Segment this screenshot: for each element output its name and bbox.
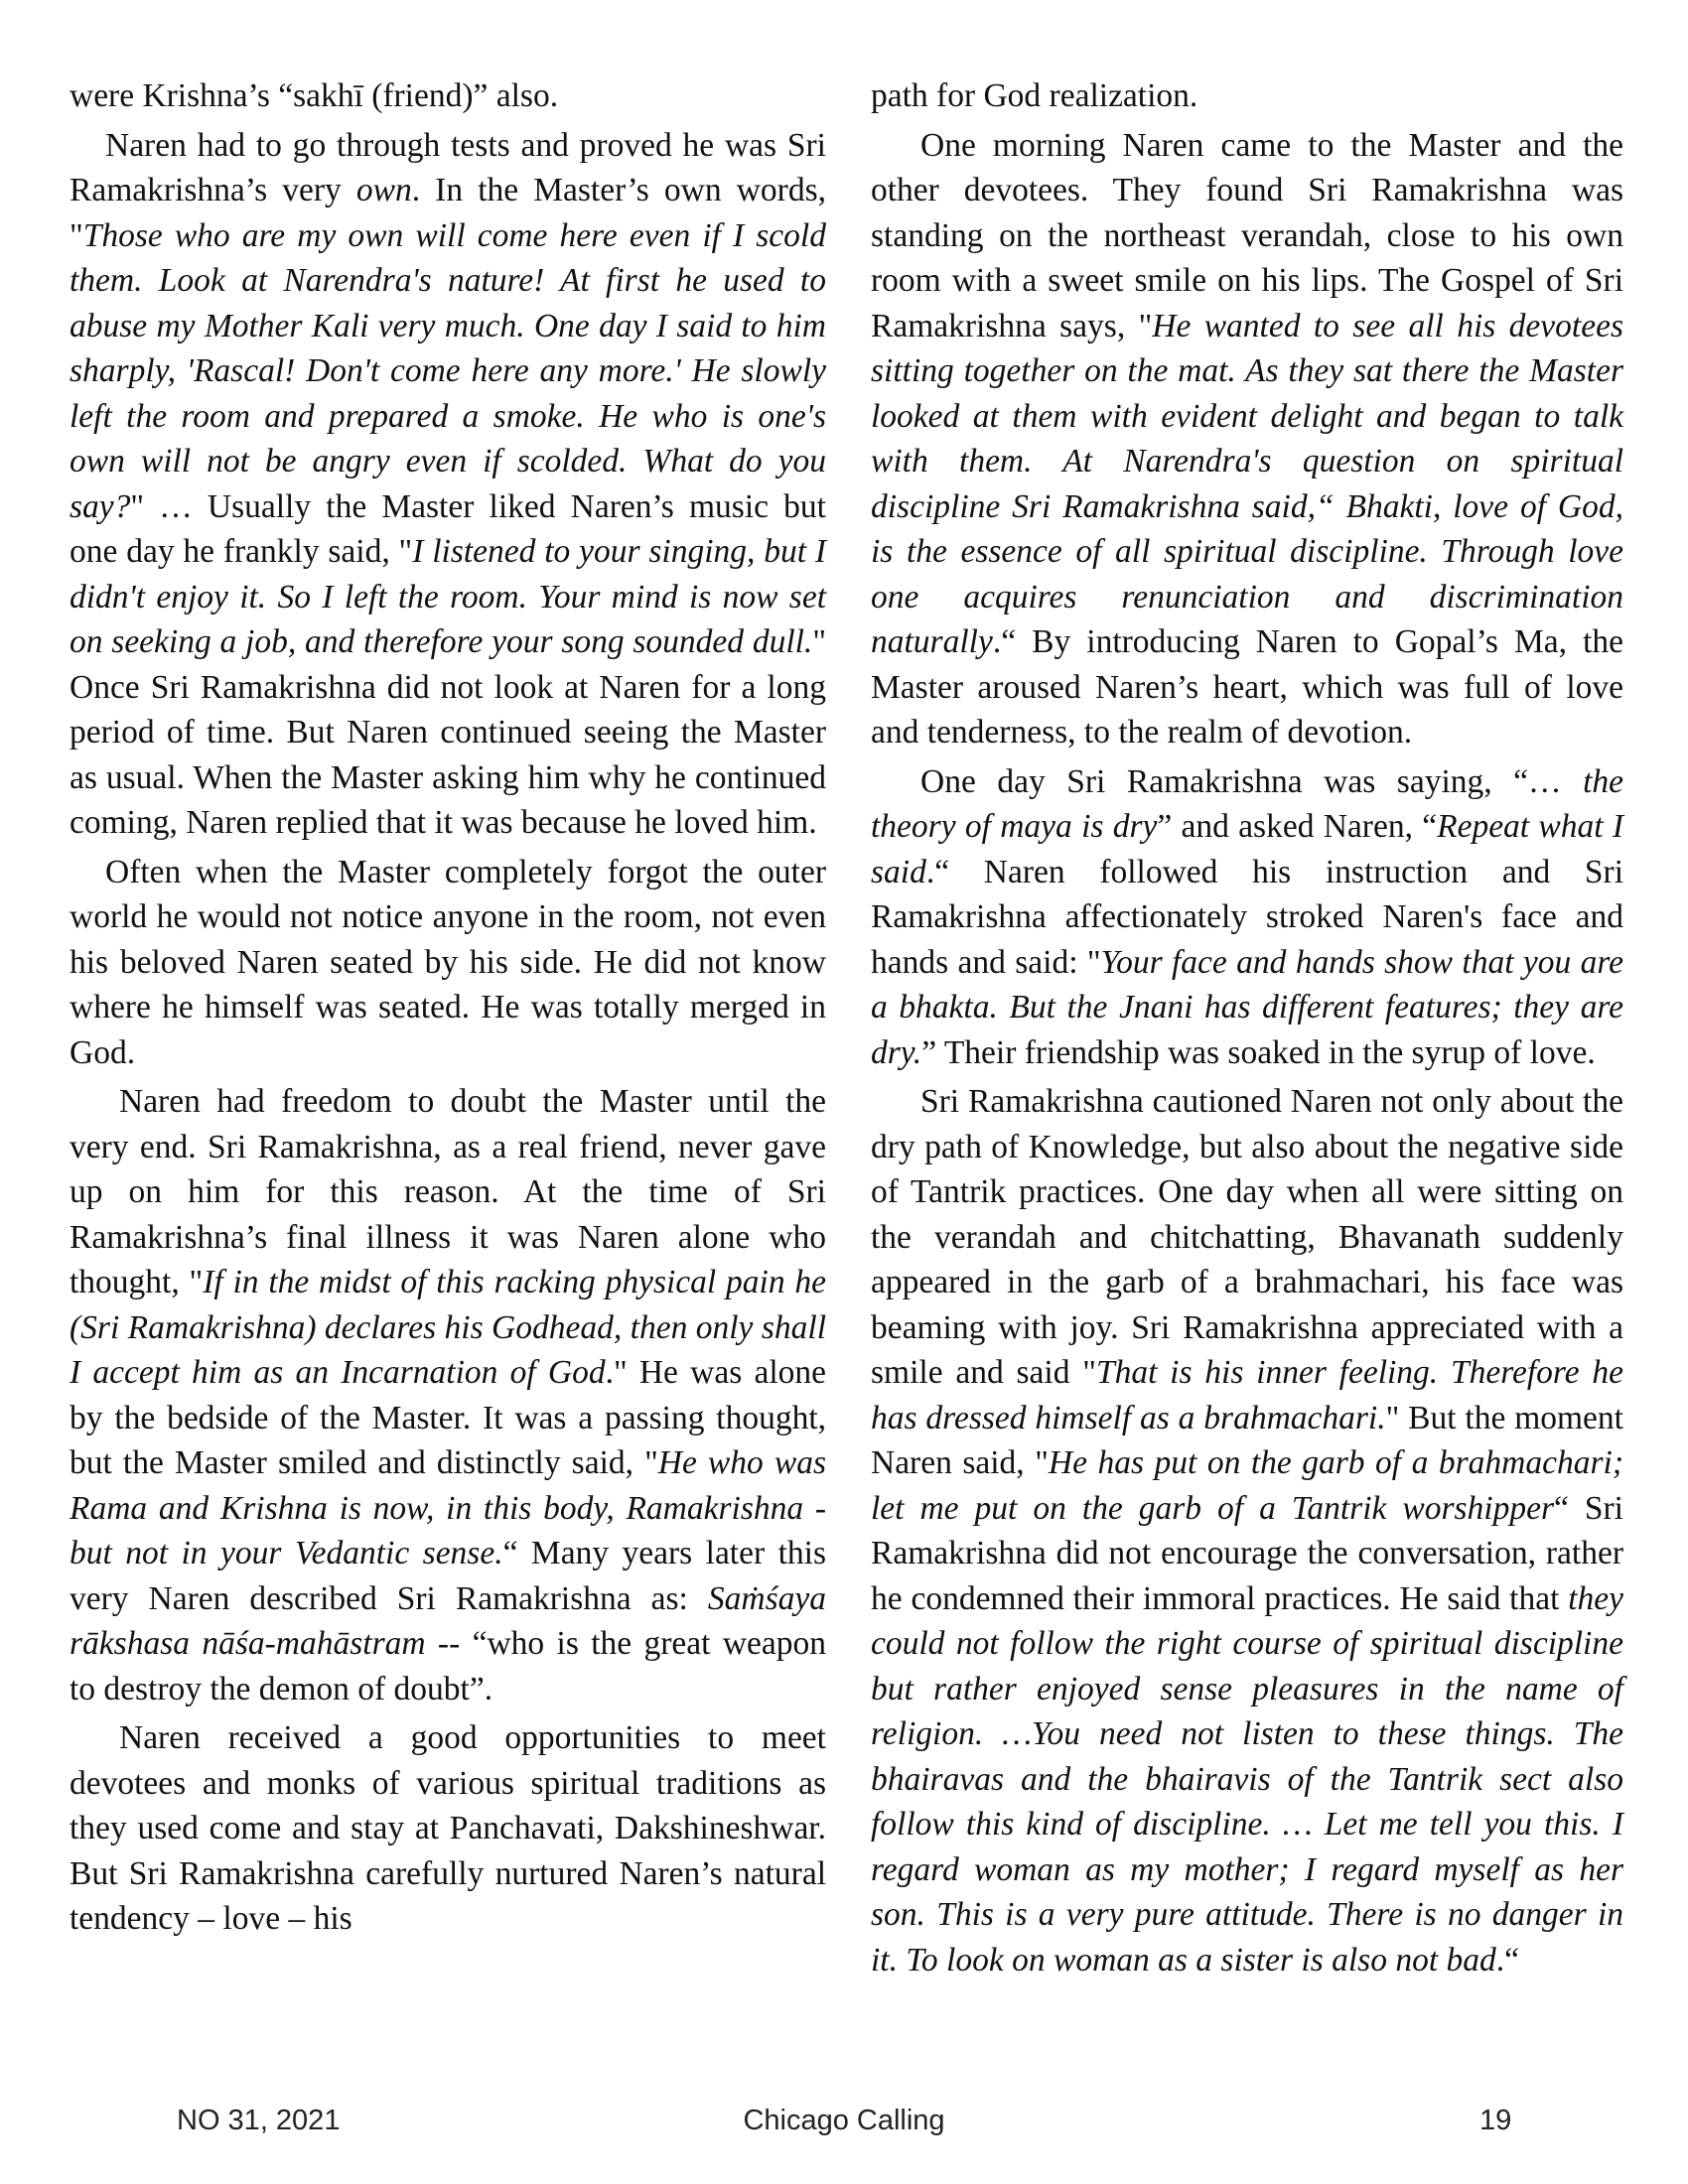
quoted-text: Your face and hands show that you are a bhakta. But the Jnani has different features; they are dry.	[871, 943, 1623, 1071]
body-text: Often when the Master completely forgot the outer world he would not notice anyone in the room, not even his beloved Naren seated by his side. He did not know where he himself was seated. He was totally merged in God.	[70, 853, 826, 1071]
quoted-text: He who was Rama and Krishna is now, in this body, Ramakrishna - but not in your Vedantic sense.	[70, 1444, 826, 1571]
paragraph	[70, 73, 826, 119]
paragraph	[70, 1079, 826, 1711]
body-text: ” Their friendship was soaked in the syrup of love.	[921, 1033, 1596, 1071]
body-text: ” and asked Naren, “	[1157, 808, 1438, 845]
quoted-text: own	[355, 172, 412, 208]
body-text: .“ By introducing Naren to Gopal’s Ma, the Master aroused Naren’s heart, which was full of love and tenderness, to the realm of devotion.	[871, 623, 1623, 751]
body-text: " But the moment Naren said, "	[871, 1399, 1623, 1481]
footer-issue: NO 31, 2021	[177, 2105, 341, 2136]
right-column	[871, 73, 1623, 1982]
paragraph	[70, 850, 826, 1076]
body-text: ." He was alone by the bedside of the Master. It was a passing thought, but the Master smiled and distinctly said, "	[70, 1354, 826, 1481]
body-text: " Once Sri Ramakrishna did not look at Naren for a long period of time. But Naren continued seeing the Master as usual. When the Master asking him why he continued coming, Naren replied that it was because he loved him.	[70, 623, 826, 841]
body-text: Naren had to go through tests and proved he was Sri Ramakrishna’s very	[70, 126, 826, 208]
quoted-text: I listened to your singing, but I didn't enjoy it. So I left the room. Your mind is now set on seeking a job, and therefore your song sounded dull.	[70, 533, 826, 660]
paragraph	[871, 759, 1623, 1076]
paragraph	[70, 123, 826, 846]
body-text: Sri Ramakrishna cautioned Naren not only about the dry path of Knowledge, but also about the negative side of Tantrik practices. One day when all were sitting on the verandah and chitchatting, Bhavanath suddenly appeared in the garb of a brahmachari, his face was beaming with joy. Sri Ramakrishna appreciated with a smile and said "	[871, 1083, 1623, 1391]
body-text: One day Sri Ramakrishna was saying, “…	[920, 762, 1584, 800]
quoted-text: Those who are my own will come here even if I scold them. Look at Narendra's nature! At first he used to abuse my Mother Kali very much. One day I said to him sharply, 'Rascal! Don't come here any more.' He slowly left the room and prepared a smoke. He who is one's own will not be angry even if scolded. What do you say?	[70, 216, 826, 525]
quoted-text: they could not follow the right course of spiritual discipline but rather enjoyed sense pleasures in the name of religion. …You need not listen to these things. The bhairavas and the bhairavis of the Tantrik sect also follow this kind of discipline. … Let me tell you this. I regard woman as my mother; I regard myself as her son. This is a very pure attitude. There is no danger in it. To look on woman as a sister is also not bad	[871, 1579, 1623, 1979]
body-text: “ Many years later this very Naren described Sri Ramakrishna as:	[70, 1535, 826, 1617]
body-text: .“ Naren followed his instruction and Sri Ramakrishna affectionately stroked Naren's face and hands and said: "	[871, 853, 1623, 981]
body-text: .“	[1495, 1941, 1520, 1979]
left-column	[70, 73, 826, 1942]
body-text: Naren had freedom to doubt the Master until the very end. Sri Ramakrishna, as a real friend, never gave up on him for this reason. At the time of Sri Ramakrishna’s final illness it was Naren alone who thought, "	[70, 1083, 826, 1300]
quoted-text: Saṁśaya rākshasa nāśa-mahāstram	[70, 1579, 826, 1662]
body-text: " … Usually the Master liked Naren’s music but one day he frankly said, "	[70, 487, 826, 570]
body-text: . In the Master’s own words, "	[70, 172, 826, 254]
paragraph	[70, 1715, 826, 1942]
paragraph	[871, 123, 1623, 755]
body-text: -- “who is the great weapon to destroy the demon of doubt”.	[70, 1625, 826, 1707]
quoted-text: Repeat what I said	[871, 808, 1624, 890]
paragraph	[871, 73, 1623, 119]
quoted-text: He has put on the garb of a brahmachari; let me put on the garb of a Tantrik worshipper	[871, 1444, 1623, 1527]
body-text: “ Sri Ramakrishna did not encourage the conversation, rather he condemned their immoral practices. He said that	[871, 1489, 1623, 1617]
quoted-text: That is his inner feeling. Therefore he has dressed himself as a brahmachari.	[871, 1354, 1623, 1436]
quoted-text: the theory of maya is dry	[871, 762, 1623, 845]
body-text: path for God realization.	[871, 77, 1198, 114]
quoted-text: If in the midst of this racking physical pain he (Sri Ramakrishna) declares his Godhead, then only shall I accept him as an Incarnation of God	[70, 1264, 826, 1391]
paragraph	[871, 1079, 1623, 1982]
body-text: One morning Naren came to the Master and the other devotees. They found Sri Ramakrishna was standing on the northeast verandah, close to his own room with a sweet smile on his lips. The Gospel of Sri Ramakrishna says, "	[871, 126, 1623, 344]
footer-page-number: 19	[1479, 2105, 1512, 2136]
footer-publication: Chicago Calling	[743, 2105, 945, 2136]
quoted-text: He wanted to see all his devotees sitting together on the mat. As they sat there the Master looked at them with evident delight and began to talk with them. At Narendra's question on spiritual discipline Sri Ramakrishna said,“ Bhakti, love of God, is the essence of all spiritual discipline. Through love one acquires renunciation and discrimination naturally	[871, 307, 1623, 660]
body-text: were Krishna’s “sakhī (friend)” also.	[70, 77, 559, 114]
body-text: Naren received a good opportunities to meet devotees and monks of various spiritual traditions as they used come and stay at Panchavati, Dakshineshwar. But Sri Ramakrishna carefully nurtured Naren’s natural tendency – love – his	[70, 1719, 826, 1937]
